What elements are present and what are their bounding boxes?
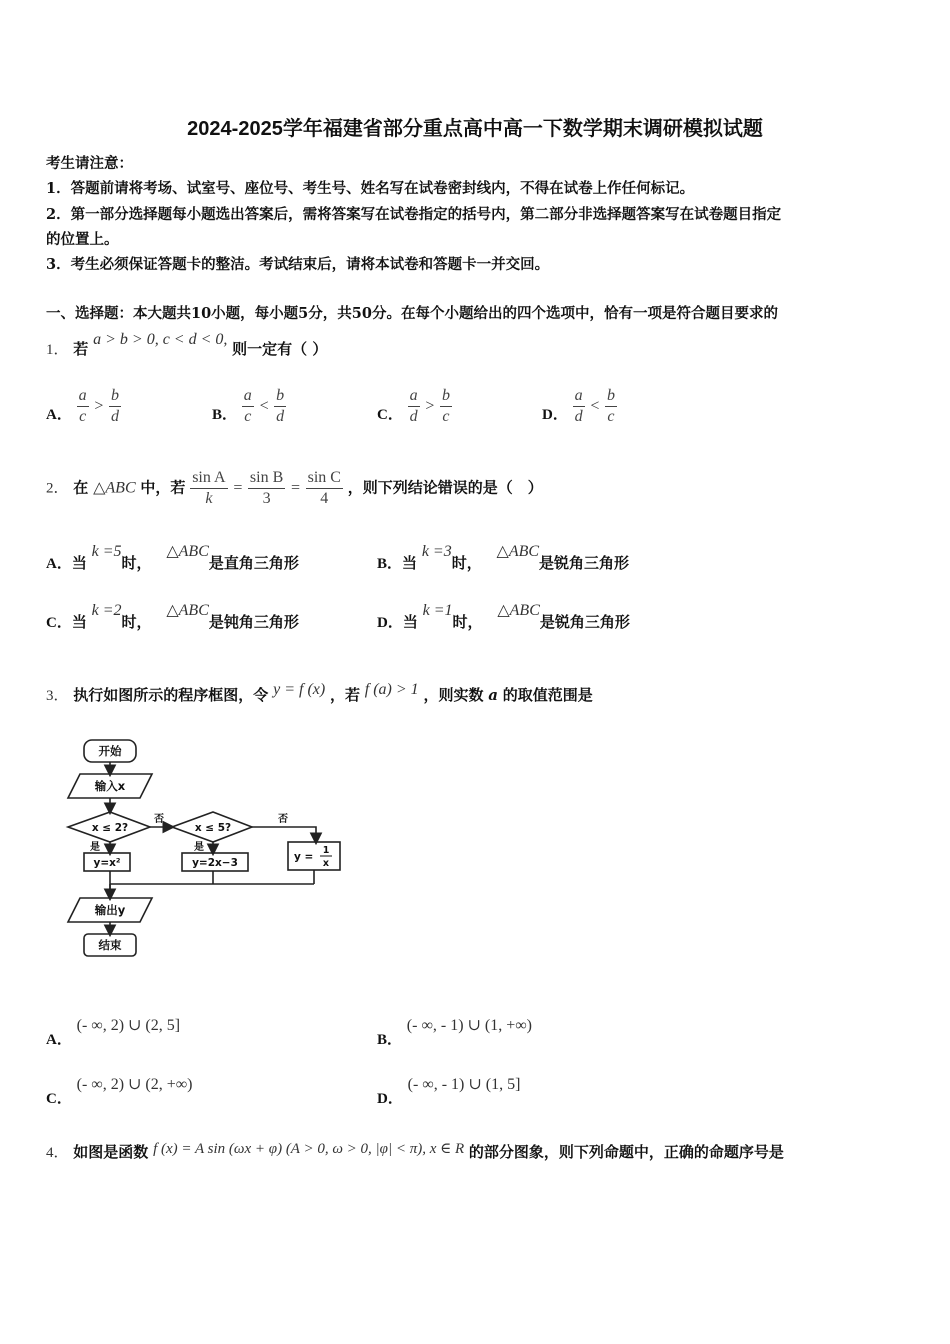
fraction bbox=[248, 468, 285, 509]
q2-option-b[interactable] bbox=[377, 543, 630, 573]
frac-num: sin C bbox=[306, 468, 343, 489]
frac-num: b bbox=[605, 386, 617, 407]
option-letter: C． bbox=[377, 406, 403, 423]
option-text: (- ∞, 2) ∪ (2, +∞) bbox=[76, 1076, 193, 1093]
option-letter: A． bbox=[46, 1032, 72, 1048]
fraction bbox=[109, 386, 121, 427]
frac-num: sin B bbox=[248, 468, 285, 489]
k-value: k =2 bbox=[91, 602, 122, 619]
q2-mid: 中，若 bbox=[140, 478, 186, 497]
frac-den: c bbox=[79, 408, 87, 425]
fraction bbox=[242, 386, 254, 427]
fraction bbox=[306, 468, 343, 509]
equals: = bbox=[290, 479, 301, 497]
frac-den: d bbox=[409, 408, 418, 425]
frac-num: a bbox=[77, 386, 89, 407]
function-notation: y = f (x) bbox=[273, 681, 326, 698]
q1-option-a[interactable] bbox=[46, 386, 121, 427]
fraction bbox=[408, 386, 420, 427]
frac-den: k bbox=[205, 490, 213, 507]
option-text: (- ∞, - 1) ∪ (1, +∞) bbox=[406, 1017, 533, 1034]
frac-den: d bbox=[574, 408, 583, 425]
frac-num: b bbox=[109, 386, 121, 407]
frac-den: c bbox=[607, 408, 615, 425]
operator: < bbox=[589, 397, 601, 415]
frac-num: sin A bbox=[190, 468, 227, 489]
triangle-label: △ABC bbox=[497, 602, 540, 619]
option-letter: B． bbox=[377, 556, 403, 572]
fraction bbox=[440, 386, 452, 427]
condition: f (a) > 1 bbox=[364, 681, 419, 698]
frac-num: a bbox=[408, 386, 420, 407]
option-letter: B． bbox=[212, 406, 238, 423]
q2-post: ，则下列结论错误的是（ ） bbox=[347, 478, 543, 497]
question-number: 2． bbox=[46, 480, 69, 497]
q3-post1: ，则实数 bbox=[423, 686, 484, 704]
option-letter: C． bbox=[46, 1091, 72, 1107]
result: 是锐角三角形 bbox=[539, 554, 630, 572]
flow-box3-den: x bbox=[322, 858, 330, 869]
notice-item-2: 2．第一部分选择题每小题选出答案后，需将答案写在试卷指定的括号内，第二部分非选择题答案写在试卷题目指定 bbox=[46, 206, 782, 223]
notice-item-2-cont: 的位置上。 bbox=[46, 231, 119, 248]
shi: 时， bbox=[451, 554, 482, 572]
when: 当 bbox=[402, 554, 418, 572]
flow-yes2-label: 是 bbox=[194, 842, 204, 853]
flow-box2-label: y=2x−3 bbox=[192, 857, 238, 869]
variable-a: a bbox=[488, 686, 498, 704]
flow-no2-label: 否 bbox=[278, 814, 288, 825]
page-title: 2024-2025学年福建省部分重点高中高一下数学期末调研模拟试题 bbox=[187, 118, 763, 140]
q1-option-b[interactable] bbox=[212, 386, 286, 427]
operator: > bbox=[93, 397, 105, 415]
question-1-stem bbox=[46, 331, 328, 359]
section-heading: 一、选择题：本大题共10小题，每小题5分，共50分。在每个小题给出的四个选项中，恰有一项是符合题目要求的 bbox=[46, 305, 778, 322]
fraction bbox=[190, 468, 227, 509]
shi: 时， bbox=[121, 613, 152, 631]
notice-heading: 考生请注意： bbox=[46, 155, 133, 172]
question-2-stem bbox=[46, 468, 543, 509]
shi: 时， bbox=[121, 554, 152, 572]
triangle-label: △ABC bbox=[166, 602, 209, 619]
q4-post: 的部分图象，则下列命题中，正确的命题序号是 bbox=[468, 1143, 784, 1161]
frac-num: a bbox=[573, 386, 585, 407]
frac-den: 3 bbox=[262, 490, 271, 507]
frac-den: c bbox=[442, 408, 450, 425]
q1-option-d[interactable] bbox=[542, 386, 617, 427]
flow-output-label: 输出y bbox=[94, 903, 126, 917]
q3-pre: 执行如图所示的程序框图，令 bbox=[73, 686, 269, 704]
flow-no1-label: 否 bbox=[154, 814, 164, 825]
q4-pre: 如图是函数 bbox=[73, 1143, 149, 1161]
flow-input-label: 输入x bbox=[94, 779, 126, 793]
result: 是锐角三角形 bbox=[539, 613, 630, 631]
option-text: (- ∞, - 1) ∪ (1, 5] bbox=[407, 1076, 521, 1093]
question-number: 1． bbox=[46, 342, 69, 358]
option-text: (- ∞, 2) ∪ (2, 5] bbox=[76, 1017, 181, 1034]
flow-start-label: 开始 bbox=[98, 744, 122, 758]
triangle-label: △ABC bbox=[93, 479, 136, 497]
q1-pre: 若 bbox=[73, 340, 89, 358]
fraction bbox=[77, 386, 89, 427]
option-letter: B． bbox=[377, 1032, 403, 1048]
flow-end-label: 结束 bbox=[98, 938, 122, 952]
q1-option-c[interactable] bbox=[377, 386, 452, 427]
triangle-label: △ABC bbox=[166, 543, 209, 560]
when: 当 bbox=[71, 613, 87, 631]
q2-option-c[interactable] bbox=[46, 602, 299, 632]
option-letter: C． bbox=[46, 615, 72, 631]
operator: < bbox=[258, 397, 270, 415]
q3-post2: 的取值范围是 bbox=[502, 686, 593, 704]
flow-box3-label: y = bbox=[294, 851, 314, 863]
shi: 时， bbox=[452, 613, 483, 631]
fraction bbox=[605, 386, 617, 427]
question-number: 3． bbox=[46, 688, 69, 704]
flow-cond2-label: x ≤ 5? bbox=[194, 822, 232, 834]
q3-option-a[interactable] bbox=[46, 1014, 181, 1048]
flow-box3-num: 1 bbox=[322, 845, 330, 856]
fraction bbox=[274, 386, 286, 427]
operator: > bbox=[424, 397, 436, 415]
flow-box1-label: y=x² bbox=[93, 857, 121, 869]
option-letter: D． bbox=[542, 406, 568, 423]
result: 是直角三角形 bbox=[208, 554, 299, 572]
flow-yes1-label: 是 bbox=[90, 842, 100, 853]
option-letter: D． bbox=[377, 1091, 403, 1107]
option-letter: A． bbox=[46, 556, 72, 572]
frac-num: a bbox=[242, 386, 254, 407]
frac-den: c bbox=[244, 408, 252, 425]
q3-option-b[interactable] bbox=[377, 1014, 533, 1048]
q2-option-d[interactable] bbox=[377, 602, 630, 632]
flow-cond1-label: x ≤ 2? bbox=[91, 822, 129, 834]
frac-num: b bbox=[274, 386, 286, 407]
result: 是钝角三角形 bbox=[208, 613, 299, 631]
notice-item-3: 3．考生必须保证答题卡的整洁。考试结束后，请将本试卷和答题卡一并交回。 bbox=[46, 256, 550, 273]
frac-num: b bbox=[440, 386, 452, 407]
option-letter: A． bbox=[46, 406, 72, 423]
when: 当 bbox=[402, 613, 418, 631]
q3-option-d[interactable] bbox=[377, 1073, 521, 1107]
question-3-stem bbox=[46, 681, 593, 705]
question-4-stem bbox=[46, 1141, 784, 1162]
k-value: k =1 bbox=[422, 602, 453, 619]
q3-option-c[interactable] bbox=[46, 1073, 193, 1107]
question-number: 4． bbox=[46, 1145, 69, 1161]
equals: = bbox=[232, 479, 244, 497]
frac-den: 4 bbox=[320, 490, 329, 507]
when: 当 bbox=[71, 554, 87, 572]
flowchart bbox=[60, 730, 360, 980]
function-definition: f (x) = A sin (ωx + φ) (A > 0, ω > 0, |φ| < π), x ∈ R bbox=[153, 1141, 465, 1157]
notice-item-1: 1．答题前请将考场、试室号、座位号、考生号、姓名写在试卷密封线内，不得在试卷上作任何标记。 bbox=[46, 180, 695, 197]
triangle-label: △ABC bbox=[496, 543, 540, 560]
q2-option-a[interactable] bbox=[46, 543, 299, 573]
k-value: k =3 bbox=[421, 543, 452, 560]
fraction bbox=[573, 386, 585, 427]
q2-pre: 在 bbox=[73, 478, 89, 497]
q3-mid: ，若 bbox=[329, 686, 360, 704]
frac-den: d bbox=[110, 408, 119, 425]
option-letter: D． bbox=[377, 615, 403, 631]
q1-condition: a > b > 0, c < d < 0, bbox=[93, 331, 228, 348]
q1-post: 则一定有（ ） bbox=[232, 340, 328, 358]
k-value: k =5 bbox=[91, 543, 122, 560]
frac-den: d bbox=[276, 408, 285, 425]
